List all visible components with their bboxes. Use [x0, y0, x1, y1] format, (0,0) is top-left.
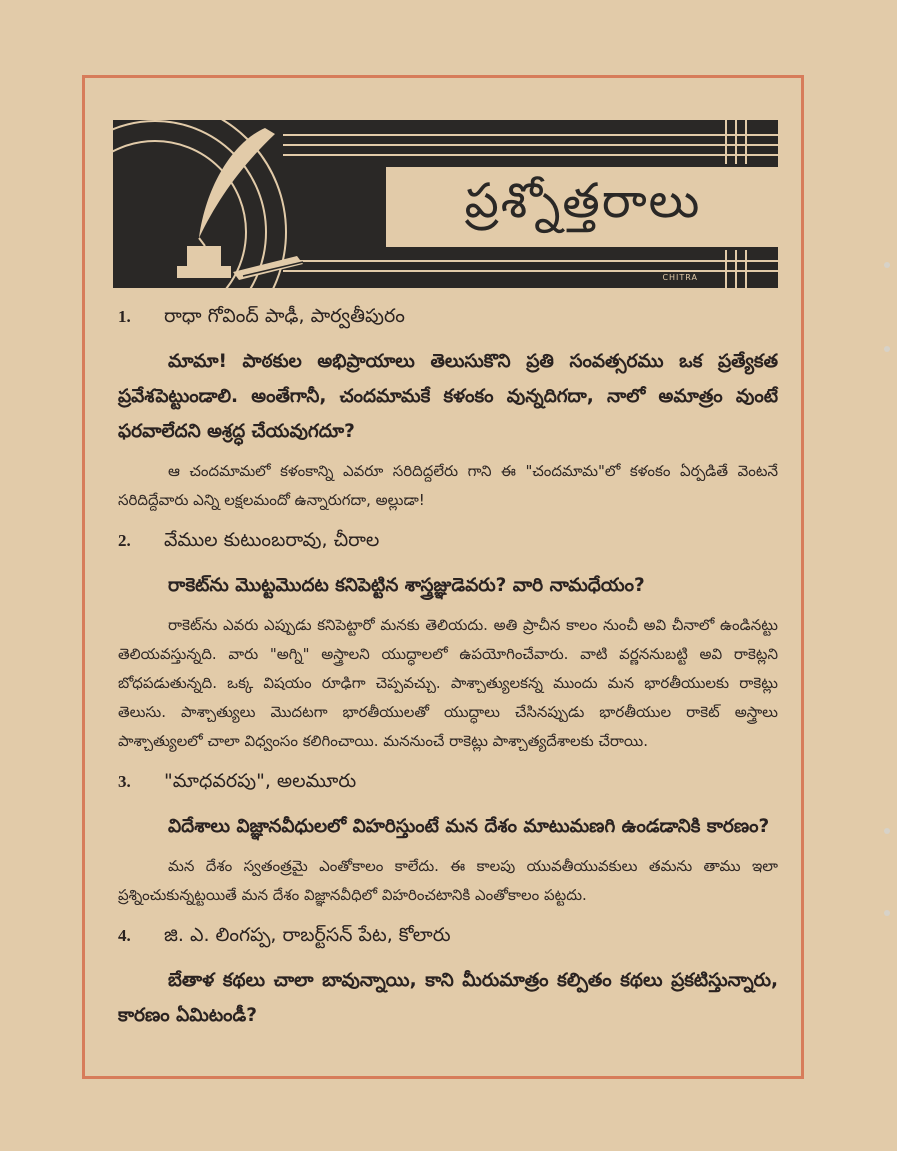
binding-hole: [884, 262, 890, 268]
question-text: విదేశాలు విజ్ఞానవీధులలో విహరిస్తుంటే మన దేశం మాటుమణగి ఉండడానికి కారణం?: [168, 816, 770, 837]
binding-hole: [884, 828, 890, 834]
item-number: 4.: [118, 926, 131, 945]
item-number: 1.: [118, 307, 131, 326]
item-number: 3.: [118, 772, 131, 791]
qa-item: [118, 305, 778, 515]
header-banner: [113, 120, 778, 288]
qa-item: [118, 924, 778, 1033]
qa-list: [118, 305, 778, 1041]
answer-text: రాకెట్‌ను ఎవరు ఎప్పుడు కనిపెట్టారో మనకు తెలియదు. అతి ప్రాచీన కాలం నుంచీ అవి చీనాలో ఉండినట్టు తెలియవస్తున్నది. వారు "అగ్ని" అస్త్రాలని యుద్ధాలలో ఉపయోగించేవారు. వాటి వర్ణననుబట్టి అవి రాకెట్లని బోధపడుతున్నది. ఒక్క విషయం రూఢిగా చెప్పవచ్చు. పాశ్చాత్యులకన్న ముందు మన భారతీయులకు రాకెట్లు తెలుసు. పాశ్చాత్యులు మొదటగా భారతీయులతో యుద్ధాలు చేసినప్పుడు భారతీయుల రాకెట్ అస్త్రాలు పాశ్చాత్యులలో చాలా విధ్వంసం కలిగించాయి. మననుంచే రాకెట్లు పాశ్చాత్యదేశాలకు చేరాయి.: [118, 616, 778, 750]
item-number: 2.: [118, 531, 131, 550]
qa-item: [118, 770, 778, 910]
binding-hole: [884, 346, 890, 352]
question-text: బేతాళ కథలు చాలా బావున్నాయి, కాని మీరుమాత్రం కల్పితం కథలు ప్రకటిస్తున్నారు, కారణం ఏమిటండీ?: [118, 970, 778, 1026]
asker-name: వేముల కుటుంబరావు, చీరాల: [164, 529, 380, 551]
quill-and-inkpot-illustration: [147, 120, 307, 288]
artist-signature: CHITRA: [662, 273, 698, 282]
qa-item: [118, 529, 778, 756]
answer-text: మన దేశం స్వతంత్రమై ఎంతోకాలం కాలేదు. ఈ కాలపు యువతీయువకులు తమను తాము ఇలా ప్రశ్నించుకున్నట్టయితే మన దేశం విజ్ఞానవీధిలో విహరించటానికి ఎంతోకాలం పట్టదు.: [118, 857, 778, 904]
page-title: ప్రశ్నోత్తరాలు: [383, 164, 778, 250]
answer-text: ఆ చందమామలో కళంకాన్ని ఎవరూ సరిదిద్దలేరు గాని ఈ "చందమామ"లో కళంకం ఏర్పడితే వెంటనే సరిదిద్దేవారు ఎన్ని లక్షలమందో ఉన్నారుగదా, అల్లుడా!: [118, 462, 778, 509]
binding-hole: [884, 910, 890, 916]
question-text: రాకెట్‌ను మొట్టమొదట కనిపెట్టిన శాస్త్రజ్ఞుడెవరు? వారి నామధేయం?: [168, 575, 645, 596]
asker-name: జి. ఎ. లింగప్ప, రాబర్ట్‌సన్ పేట, కోలారు: [164, 924, 451, 946]
asker-name: రాధా గోవింద్ పాఢీ, పార్వతీపురం: [164, 305, 405, 327]
question-text: మామా! పాఠకుల అభిప్రాయాలు తెలుసుకొని ప్రతి సంవత్సరము ఒక ప్రత్యేకత ప్రవేశపెట్టుండాలి. అంతేగానీ, చందమామకే కళంకం వున్నదిగదా, నాలో అమాత్రం వుంటే ఫరవాలేదని అశ్రద్ధ చేయవుగదూ?: [118, 351, 778, 442]
asker-name: "మాధవరపు", అలమూరు: [164, 770, 357, 792]
